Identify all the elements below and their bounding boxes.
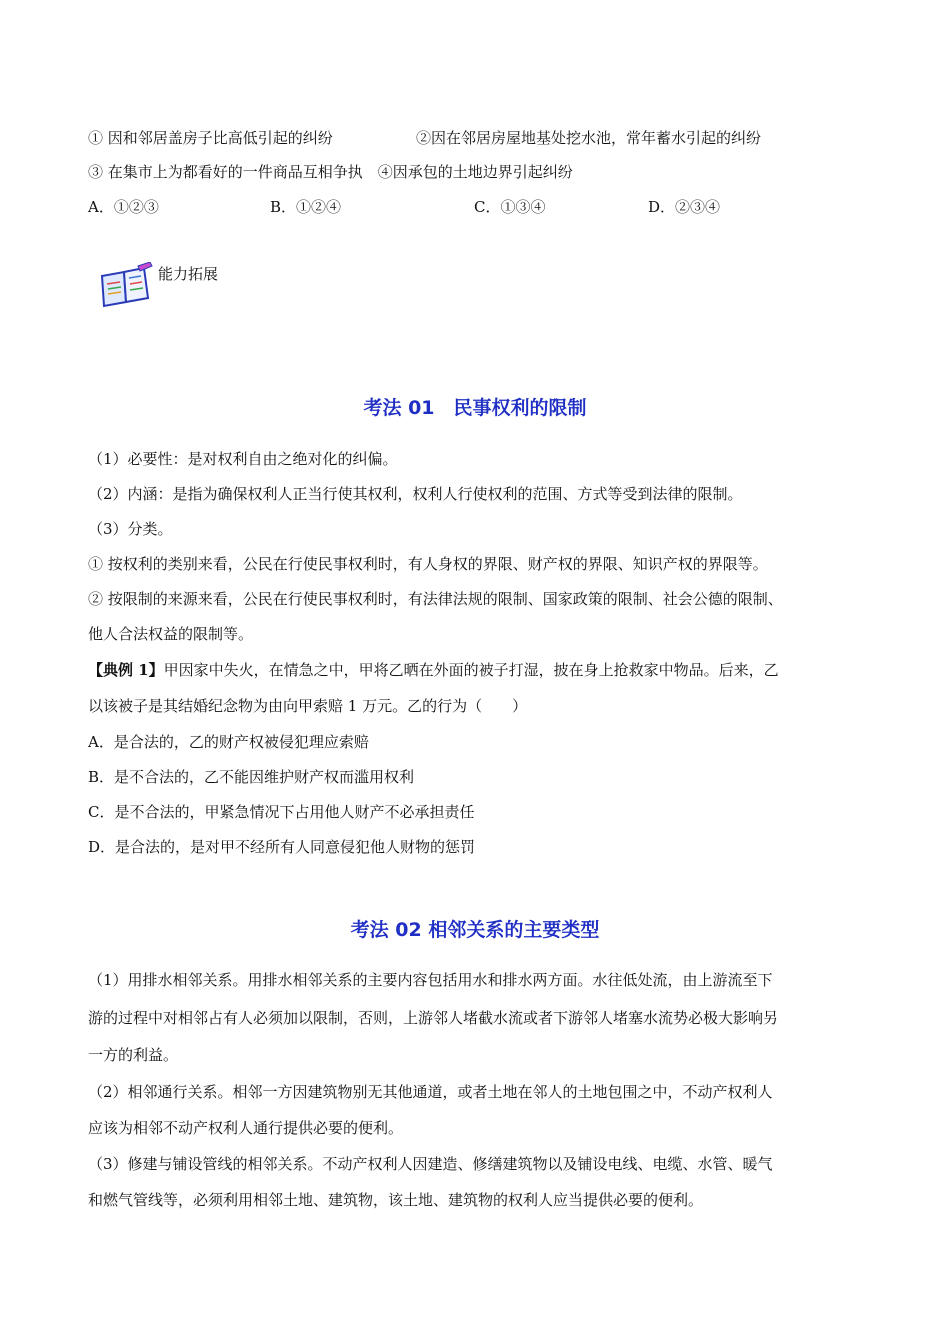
question-item-2: ②因在邻居房屋地基处挖水池，常年蓄水引起的纠纷 — [416, 129, 762, 147]
section1-line-3: （3）分类。 — [88, 520, 173, 538]
section2-line-4: （2）相邻通行关系。相邻一方因建筑物别无其他通道，或者土地在邻人的土地包围之中，不动产权利人 — [88, 1083, 773, 1101]
option-d: D．②③④ — [648, 198, 721, 216]
section1-line-6: 他人合法权益的限制等。 — [88, 625, 254, 643]
option-a: A．①②③ — [88, 198, 159, 216]
option-b: B．①②④ — [270, 198, 342, 216]
section1-line-5: ② 按限制的来源来看，公民在行使民事权利时，有法律法规的限制、国家政策的限制、社会公德的限制、 — [88, 590, 783, 608]
example-tag: 【典例 1】 — [88, 661, 164, 679]
section2-line-2: 游的过程中对相邻占有人必须加以限制，否则，上游邻人堵截水流或者下游邻人堵塞水流势必极大影响另 — [88, 1009, 779, 1027]
section2-line-3: 一方的利益。 — [88, 1046, 179, 1064]
question-items-3-4: ③ 在集市上为都看好的一件商品互相争执 ④因承包的土地边界引起纠纷 — [88, 163, 573, 181]
example-option-a: A．是合法的，乙的财产权被侵犯理应索赔 — [88, 733, 369, 751]
section2-line-5: 应该为相邻不动产权利人通行提供必要的便利。 — [88, 1119, 404, 1137]
example-option-c: C．是不合法的，甲紧急情况下占用他人财产不必承担责任 — [88, 803, 475, 821]
example-text-1: 甲因家中失火，在情急之中，甲将乙晒在外面的被子打湿，披在身上抢救家中物品。后来，乙 — [163, 661, 779, 679]
section2-line-6: （3）修建与铺设管线的相邻关系。不动产权利人因建造、修缮建筑物以及铺设电线、电缆、水管、暖气 — [88, 1155, 773, 1173]
ability-label: 能力拓展 — [158, 265, 219, 283]
section1-line-1: （1）必要性：是对权利自由之绝对化的纠偏。 — [88, 450, 398, 468]
section1-line-4: ① 按权利的类别来看，公民在行使民事权利时，有人身权的界限、财产权的界限、知识产权的界限等。 — [88, 555, 768, 573]
section2-line-7: 和燃气管线等，必须利用相邻土地、建筑物，该土地、建筑物的权利人应当提供必要的便利。 — [88, 1191, 704, 1209]
section2-line-1: （1）用排水相邻关系。用排水相邻关系的主要内容包括用水和排水两方面。水往低处流，由上游流至下 — [88, 971, 773, 989]
example-1 — [88, 660, 779, 680]
example-option-b: B．是不合法的，乙不能因维护财产权而滥用权利 — [88, 768, 415, 786]
section1-line-2: （2）内涵：是指为确保权利人正当行使其权利，权利人行使权利的范围、方式等受到法律的限制。 — [88, 485, 743, 503]
open-book-icon — [98, 262, 154, 310]
section2-title: 考法 02 相邻关系的主要类型 — [350, 919, 600, 941]
question-item-1: ① 因和邻居盖房子比高低引起的纠纷 — [88, 129, 333, 147]
example-text-2: 以该被子是其结婚纪念物为由向甲索赔 1 万元。乙的行为（ ） — [88, 697, 528, 715]
section1-title: 考法 01 民事权利的限制 — [363, 397, 587, 419]
example-option-d: D．是合法的，是对甲不经所有人同意侵犯他人财物的惩罚 — [88, 838, 476, 856]
option-c: C．①③④ — [474, 198, 546, 216]
